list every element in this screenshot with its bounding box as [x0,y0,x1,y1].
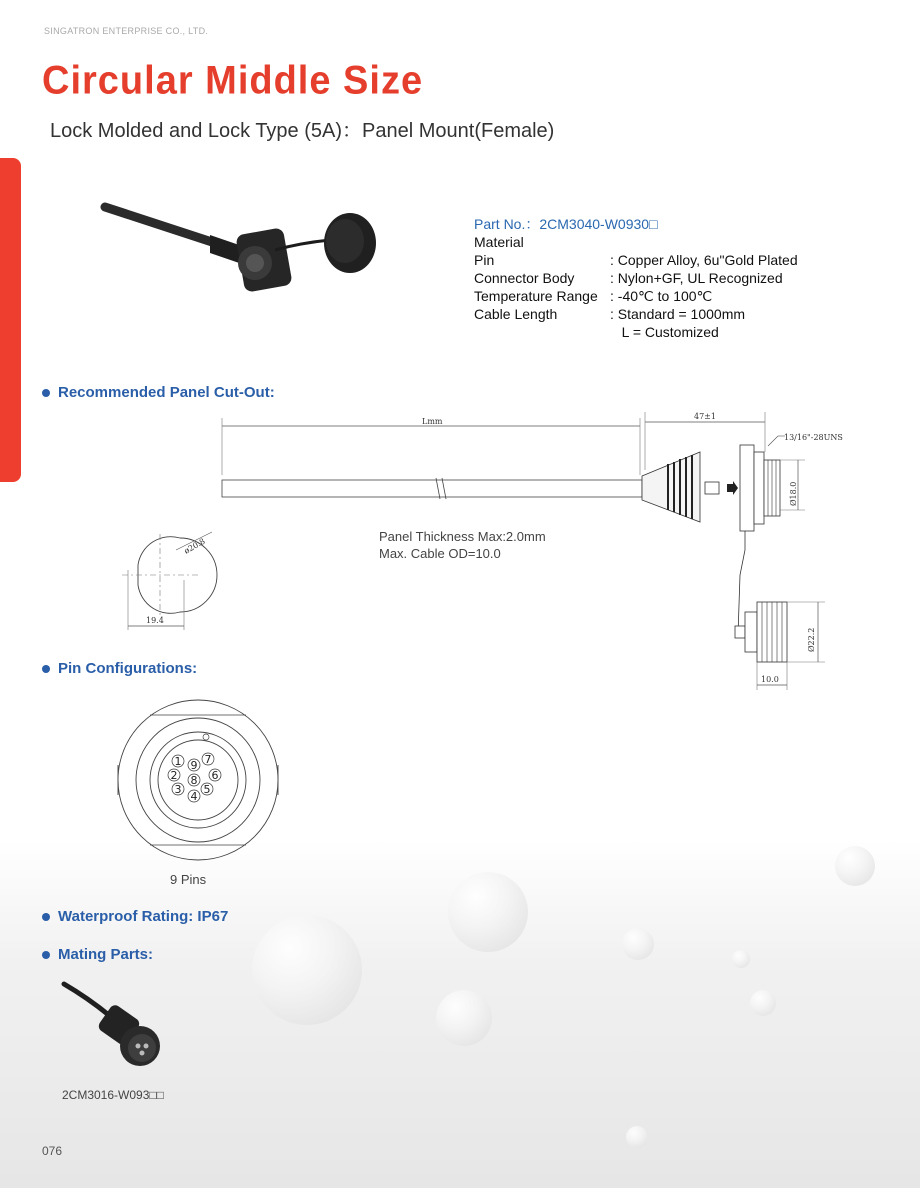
spec-value: : Nylon+GF, UL Recognized [610,270,783,286]
dia-22-label: Ø22.2 [807,627,816,652]
section-label: Waterproof Rating: IP67 [58,908,229,925]
decorative-bubble [750,990,776,1016]
pin-label: 5 [203,783,211,796]
section-pins [42,660,197,677]
side-tab [0,158,21,482]
pins-caption: 9 Pins [170,872,207,887]
spec-value: : Standard = 1000mm [610,306,746,322]
bullet-icon [42,951,50,959]
bullet-icon [42,913,50,921]
spec-row [474,305,798,323]
section-label: Mating Parts: [58,946,154,963]
decorative-bubble [835,846,875,886]
note-line: Max. Cable OD=10.0 [379,546,501,561]
page-number: 076 [42,1144,63,1158]
bullet-icon [42,389,50,397]
section-waterproof [42,908,228,925]
dim-10-label: 10.0 [761,675,779,684]
pin-diagram [110,695,290,865]
page-subtitle: Lock Molded and Lock Type (5A)：Panel Mount(Female) [50,120,555,142]
pin-label: 8 [190,774,198,787]
length-label: Lmm [422,417,443,426]
part-number: Part No.：2CM3040-W0930□ [474,216,658,232]
decorative-bubble [436,990,492,1046]
pin-label: 9 [190,759,198,772]
note-line: Panel Thickness Max:2.0mm [379,529,546,544]
spec-value: L = Customized [610,324,719,340]
section-label: Pin Configurations: [58,660,198,677]
pin-label: 2 [170,769,178,782]
decorative-bubble [626,1126,648,1148]
decorative-bubble [448,872,528,952]
product-photo [95,195,395,305]
bullet-icon [42,665,50,673]
spec-row [474,269,798,287]
section-mating [42,946,153,963]
spec-key [474,323,610,341]
decorative-bubble [622,928,654,960]
pin-label: 4 [190,790,198,803]
cutout-dia-label: ø20.8 [182,536,207,556]
spec-value: : -40℃ to 100℃ [610,288,713,304]
section-label: Recommended Panel Cut-Out: [58,384,275,401]
dim-47-label: 47±1 [694,412,716,421]
decorative-bubble [252,915,362,1025]
spec-key: Pin [474,252,495,268]
dia-18-label: Ø18.0 [789,481,798,506]
pin-label: 6 [211,769,219,782]
spec-row [474,287,798,305]
drawing-note [379,528,546,562]
spec-row [474,251,798,269]
spec-key: Temperature Range [474,288,598,304]
cutout-width-label: 19.4 [146,616,164,625]
thread-label: 13/16"-28UNS [784,433,843,442]
spec-block [474,215,798,341]
pin-label: 7 [204,753,212,766]
decorative-bubble [732,950,750,968]
spec-value: : Copper Alloy, 6u"Gold Plated [610,252,798,268]
spec-key: Cable Length [474,306,558,322]
material-label: Material [474,234,524,250]
pin-label: 1 [174,755,182,768]
mating-part-number: 2CM3016-W093□□ [62,1088,164,1102]
section-cutout [42,384,275,401]
pin-label: 3 [174,783,182,796]
company-name: SINGATRON ENTERPRISE CO., LTD. [44,26,209,36]
panel-cutout-drawing [118,520,238,630]
page-title: Circular Middle Size [42,58,424,104]
spec-row [474,323,798,341]
mating-part-photo [58,980,178,1070]
spec-key: Connector Body [474,270,575,286]
